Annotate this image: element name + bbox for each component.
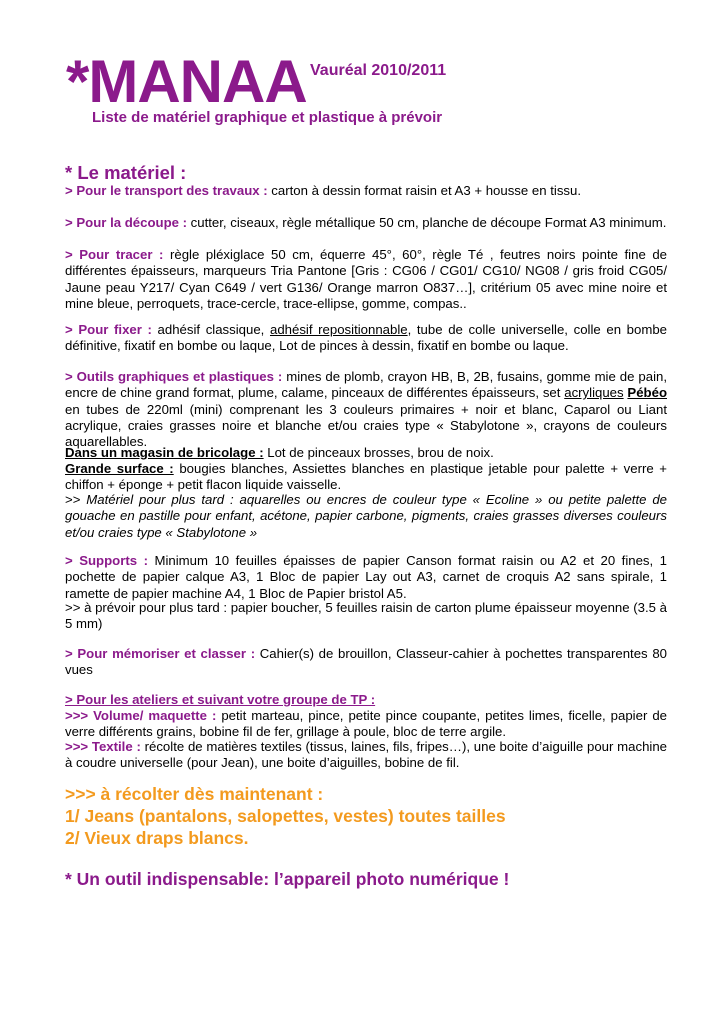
outils-acryliques: acryliques [564,385,624,401]
document-title: *MANAA [66,48,307,115]
decoupe-label: > Pour la découpe : [65,215,188,230]
supports-label: > Supports : [65,553,148,568]
outils-pebeo: Pébéo [627,385,667,401]
textile-paragraph [65,739,667,772]
memoriser-label: > Pour mémoriser et classer : [65,646,256,661]
bricolage-label: Dans un magasin de bricolage : [65,445,264,460]
recolter-item-draps: 2/ Vieux draps blancs. [65,828,249,848]
volume-text: petit marteau, pince, petite pince coupante, petites limes, ficelle, papier de verre différents grains, bobine fil de fer, grillage à poule, bloc de terre argile. [65,708,667,740]
supports-paragraph [65,553,667,602]
grande-surface-paragraph [65,461,667,494]
fixer-underlined: adhésif repositionnable [269,322,408,337]
recolter-heading: >>> à récolter dès maintenant : [65,784,324,804]
transport-text: carton à dessin format raisin et A3 + housse en tissu. [267,183,582,198]
plus-tard-prefix: >> [65,492,87,507]
fixer-label: > Pour fixer : [65,322,152,337]
document-subtitle: Liste de matériel graphique et plastique à prévoir [92,109,443,126]
outils-text-a: mines de plomb, crayon HB, B, 2B, fusains, gomme mie de pain, encre de chine grand format, plume, calame, pinceaux de différentes épaisseurs, set [65,369,667,401]
transport-label: > Pour le transport des travaux : [65,183,268,198]
volume-paragraph [65,708,667,741]
outils-paragraph [65,369,667,450]
transport-paragraph [65,183,667,199]
textile-label: >>> Textile : [65,739,141,754]
bricolage-paragraph [65,445,667,461]
plus-tard-paragraph [65,492,667,541]
ateliers-heading [65,692,667,708]
fixer-text-b: , tube de colle universelle, colle en bombe définitive, fixatif en bombe ou laque, Lot de pinces à dessin, fixatif en bombe ou laque. [65,322,667,354]
supports-text: Minimum 10 feuilles épaisses de papier Canson format raisin ou A2 et 20 fines, 1 pochette de papier calque A3, 1 Bloc de papier Lay out A3, carnet de croquis A2 sans spirale, 1 ramette de papier machine A4, 1 Bloc de Papier bristol A5. [65,553,668,601]
fixer-text-a: adhésif classique, [151,322,270,337]
memoriser-paragraph [65,646,667,679]
decoupe-paragraph [65,215,667,231]
school-year: Vauréal 2010/2011 [310,62,447,79]
memoriser-text: Cahier(s) de brouillon, Classeur-cahier à pochettes transparentes 80 vues [65,646,667,678]
volume-label: >>> Volume/ maquette : [65,708,217,723]
plus-tard-text: Matériel pour plus tard : aquarelles ou encres de couleur type « Ecoline » ou petite palette de gouache en pastille pour enfant, acétone, papier carbone, pigments, craies grasses diverses couleurs et/ou craies type « Stabylotone » [65,492,667,540]
grande-surface-label: Grande surface : [65,461,174,476]
supports-later: >> à prévoir pour plus tard : papier boucher, 5 feuilles raisin de carton plume épaisseur moyenne (3.5 à 5 mm) [65,600,667,632]
fixer-paragraph [65,322,667,355]
outils-label: > Outils graphiques et plastiques : [65,369,283,384]
outils-text-b: en tubes de 220ml (mini) comprenant les 3 couleurs primaires + noir et blanc, Caparol ou Liant acrylique, craies grasses noire et blanche et/ou craies type « Stabylotone », crayons de couleurs aquarellables. [65,401,667,450]
tracer-paragraph [65,247,667,312]
recolter-item-jeans: 1/ Jeans (pantalons, salopettes, vestes) toutes tailles [65,806,506,826]
decoupe-text: cutter, ciseaux, règle métallique 50 cm, planche de découpe Format A3 minimum. [187,215,667,230]
section-title: * Le matériel : [65,162,187,183]
tracer-label: > Pour tracer : [65,247,164,262]
ateliers-heading-text: > Pour les ateliers et suivant votre groupe de TP : [65,692,376,707]
tracer-text: règle pléxiglace 50 cm, équerre 45°, 60°, règle Té , feutres noirs pointe fine de différentes épaisseurs, marqueurs Tria Pantone [Gris : CG06 / CG01/ CG10/ NG08 / gris froid CG05/ Jaune peau Y217/ Cyan C649 / vert G136/ Orange marron O837…], critérium 05 avec mine noire et mine bleue, perroquets, trace-cercle, trace-ellipse, gomme, compas.. [65,247,667,311]
outil-indispensable: * Un outil indispensable: l’appareil photo numérique ! [65,869,510,889]
bricolage-text: Lot de pinceaux brosses, brou de noix. [263,445,494,460]
grande-surface-text: bougies blanches, Assiettes blanches en plastique jetable pour palette + verre + chiffon + éponge + petit flacon liquide vaisselle. [65,461,667,493]
textile-text: récolte de matières textiles (tissus, laines, fils, fripes…), une boite d’aiguille pour machine à coudre universelle (pour Jean), une boite d’aiguilles, bobine de fil. [65,739,668,771]
